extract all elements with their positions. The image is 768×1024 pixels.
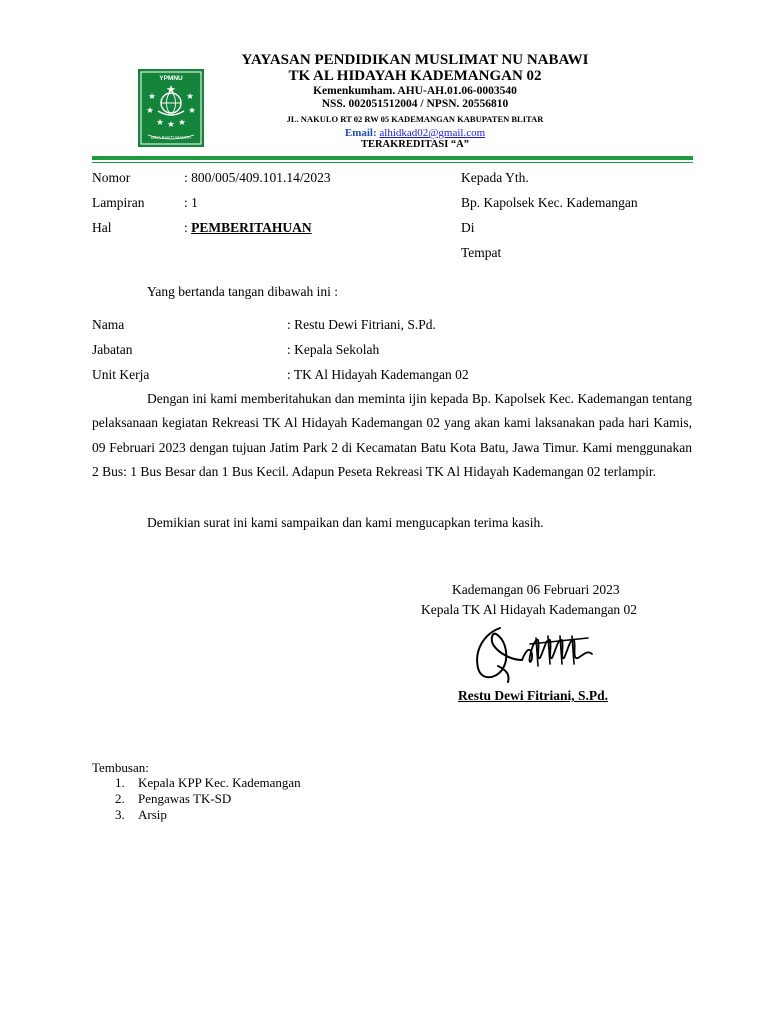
tembusan-number: 1. [115,775,125,790]
identity-value: : Restu Dewi Fitriani, S.Pd. [287,317,436,332]
hal-label: Hal [92,220,112,235]
contact-email-line [200,127,630,139]
letterhead-divider-thin [92,162,693,163]
body-paragraph-text: Dengan ini kami memberitahukan dan meminta ijin kepada Bp. Kapolsek Kec. Kademangan tentang pelaksanaan kegiatan Rekreasi TK Al Hidayah Kademangan 02 yang akan kami laksanakan pada hari Kamis, 09 Februari 2023 dengan tujuan Jatim Park 2 di Kecamatan Batu Kota Batu, Jawa Timur. Kami menggunakan 2 Bus: 1 Bus Besar dan 1 Bus Kecil. Adapun Peseta Rekreasi TK Al Hidayah Kademangan 02 terlampir. [92,391,692,479]
nomor-value: : 800/005/409.101.14/2023 [184,170,331,185]
signer-position: Kepala TK Al Hidayah Kademangan 02 [421,602,638,617]
ypmnu-logo [138,69,204,147]
identity-label: Nama [92,317,125,332]
letterhead-divider-thick [92,156,693,160]
email-label: Email: [344,127,377,139]
tembusan-title: Tembusan: [92,760,149,775]
identity-label: Unit Kerja [92,367,150,382]
accreditation: TERAKREDITASI “A” [360,139,470,150]
hal-value: PEMBERITAHUAN [191,220,312,235]
foundation-name: YAYASAN PENDIDIKAN MUSLIMAT NU NABAWI [241,52,589,68]
tembusan-number: 2. [115,791,125,806]
recipient-salutation: Kepada Yth. [461,170,529,185]
recipient-di: Di [461,220,475,235]
school-name: TK AL HIDAYAH KADEMANGAN 02 [288,68,542,84]
school-address: JL. NAKULO RT 02 RW 05 KADEMANGAN KABUPATEN BLITAR [286,114,544,124]
nomor-label: Nomor [92,170,131,185]
nss-npsn: NSS. 002051512004 / NPSN. 20556810 [321,98,509,110]
tembusan-item: Arsip [138,807,167,822]
place-date: Kademangan 06 Februari 2023 [452,582,620,597]
closing-paragraph [92,511,692,535]
intro-line: Yang bertanda tangan dibawah ini : [147,284,338,299]
logo-motto-text: BINA BAKTI WANITA [151,135,191,140]
lampiran-label: Lampiran [92,195,145,210]
recipient-name: Bp. Kapolsek Kec. Kademangan [461,195,638,210]
identity-value: : TK Al Hidayah Kademangan 02 [287,367,469,382]
hal-colon: : [184,220,188,235]
handwritten-signature [470,620,600,688]
logo-badge-text: YPMNU [159,75,183,82]
closing-paragraph-text: Demikian surat ini kami sampaikan dan kami mengucapkan terima kasih. [147,515,544,530]
identity-label: Jabatan [92,342,133,357]
lampiran-value: : 1 [184,195,198,210]
signer-name: Restu Dewi Fitriani, S.Pd. [458,688,608,703]
tembusan-item: Pengawas TK-SD [138,791,232,806]
recipient-place: Tempat [461,245,502,260]
body-paragraph [92,387,692,484]
hal-row [184,220,312,236]
tembusan-number: 3. [115,807,125,822]
identity-value: : Kepala Sekolah [287,342,380,357]
legal-registration: Kemenkumham. AHU-AH.01.06-0003540 [313,85,517,97]
email-link[interactable]: alhidkad02@gmail.com [379,127,486,139]
tembusan-item: Kepala KPP Kec. Kademangan [138,775,301,790]
